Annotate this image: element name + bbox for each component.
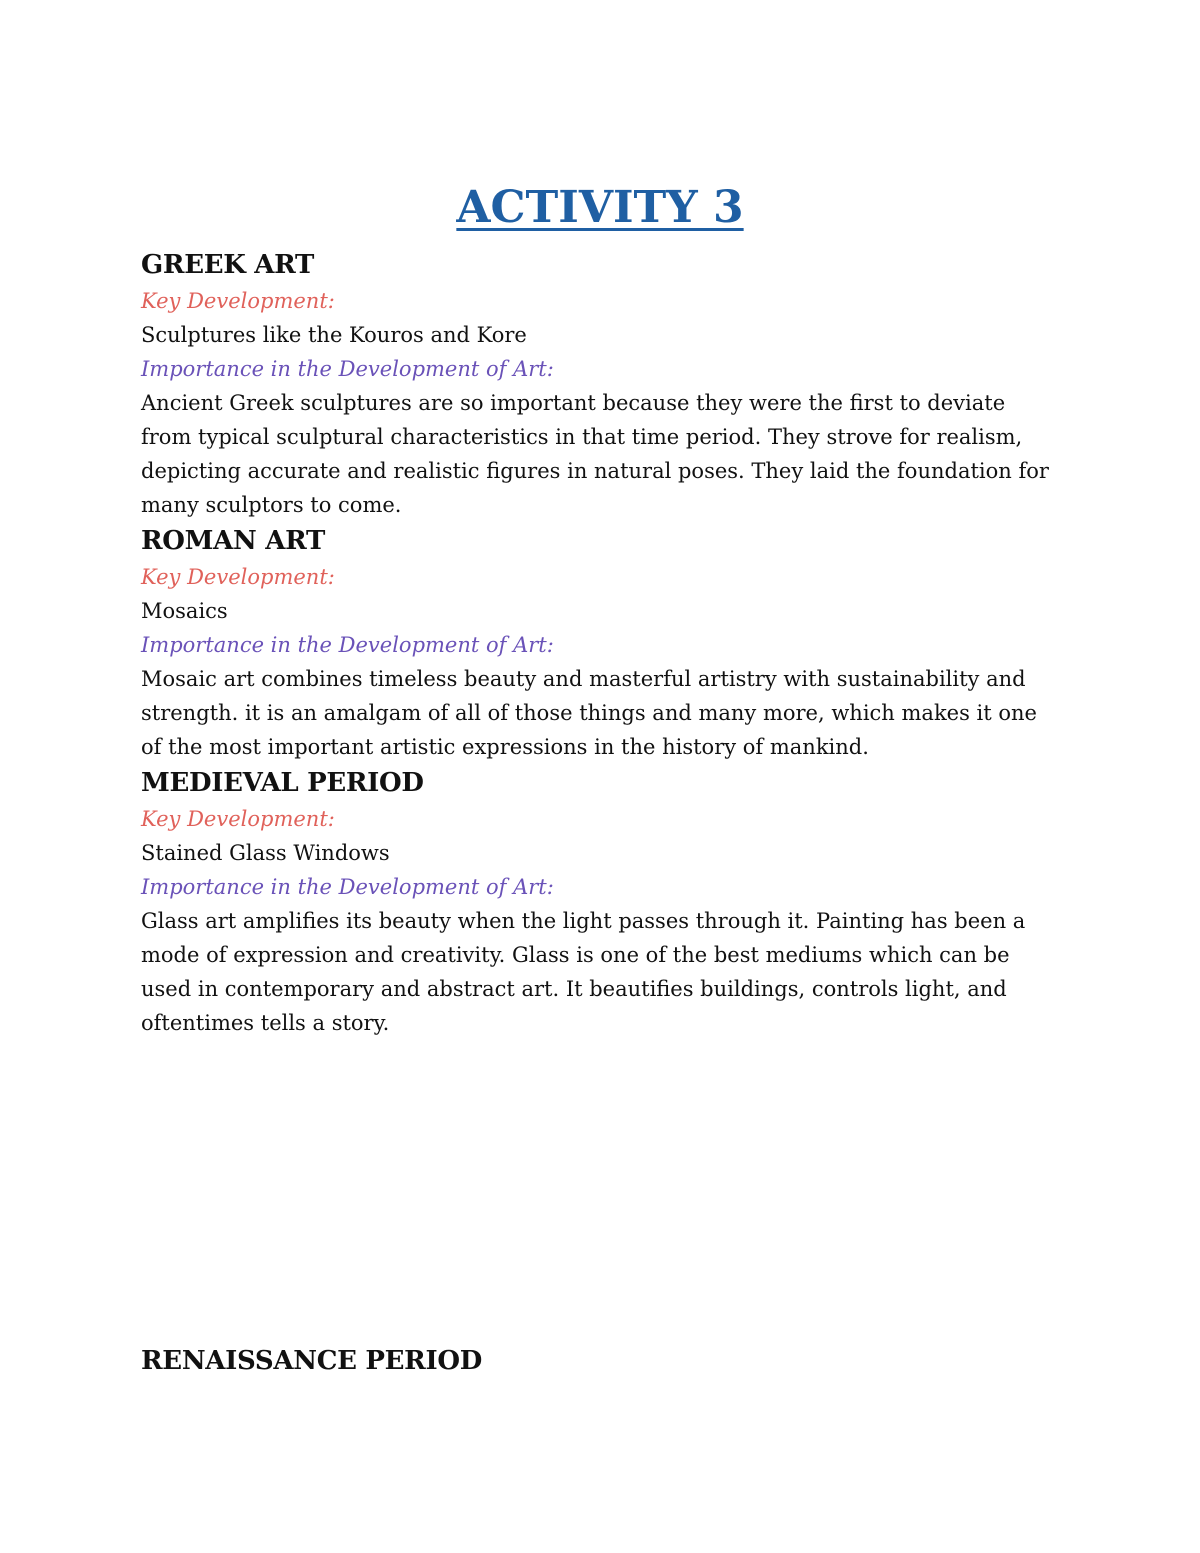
key-development-label: Key Development: [141,807,335,831]
importance-text: Mosaic art combines timeless beauty and masterful artistry with sustainability and strength. it is an amalgam of all of those things and many more, which makes it one of the most important artistic expressions in the history of mankind. [141,667,1037,759]
key-development-label: Key Development: [141,565,335,589]
section-heading: MEDIEVAL PERIOD [141,768,424,798]
key-development-text: Sculptures like the Kouros and Kore [141,323,527,347]
importance-text: Ancient Greek sculptures are so important because they were the first to deviate from typical sculptural characteristics in that time period. They strove for realism, depicting accurate and realistic figures in natural poses. They laid the foundation for many sculptors to come. [141,391,1049,517]
section-heading-renaissance: RENAISSANCE PERIOD [141,1346,482,1376]
section-medieval-period [141,764,1061,1040]
key-development-text: Mosaics [141,599,228,623]
section-heading: GREEK ART [141,250,315,280]
section-roman-art [141,522,1061,764]
section-heading: ROMAN ART [141,526,325,556]
document-body [141,246,1061,1040]
key-development-label: Key Development: [141,289,335,313]
section-greek-art [141,246,1061,522]
importance-text: Glass art amplifies its beauty when the light passes through it. Painting has been a mode of expression and creativity. Glass is one of the best mediums which can be used in contemporary and abstract art. It beautifies buildings, controls light, and oftentimes tells a story. [141,909,1026,1035]
page-title: ACTIVITY 3 [456,182,744,233]
key-development-text: Stained Glass Windows [141,841,390,865]
importance-label: Importance in the Development of Art: [141,357,554,381]
importance-label: Importance in the Development of Art: [141,633,554,657]
importance-label: Importance in the Development of Art: [141,875,554,899]
